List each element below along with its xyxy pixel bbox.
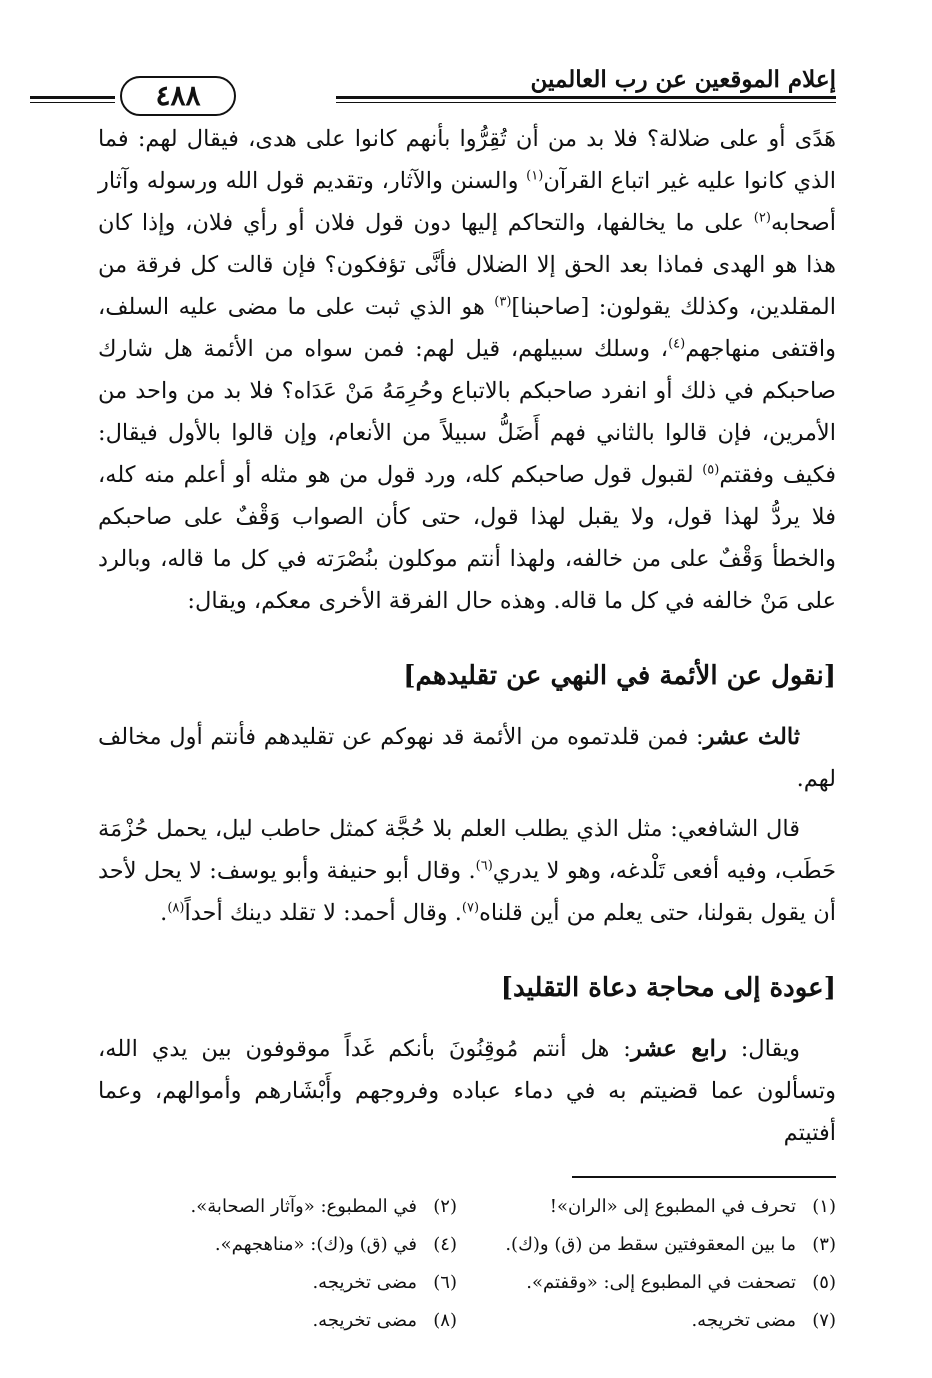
footnote-ref-2[interactable]: (٢) — [753, 210, 771, 226]
main-text — [98, 118, 836, 1162]
footnote-4: (٤) في (ق) و(ك): «مناهجهم». — [214, 1234, 457, 1255]
footnote-ref-5[interactable]: (٥) — [702, 462, 720, 478]
page-number: ٤٨٨ — [120, 76, 236, 116]
header-rule-thick-left — [30, 96, 115, 99]
paragraph-3: قال الشافعي: مثل الذي يطلب العلم بلا حُجَّة كمثل حاطب ليل، يحمل حُزْمَة حَطَب، وفيه أفعى تَلْدغه، وهو لا يدري$^{(٦)}$. وقال أبو حنيفة وأبو يوسف: لا يحل لأحد أن يقول بقولنا، حتى يعلم من أين قلناه$^{(٧)}$. وقال أحمد: لا تقلد دينك أحداً$^{(٨)}$. — [98, 816, 836, 926]
footnote-1: (١) تحرف في المطبوع إلى «الران»! — [549, 1196, 836, 1217]
footnote-ref-8[interactable]: (٨) — [167, 900, 185, 916]
header-rule-thin-left — [30, 102, 115, 103]
footnote-5: (٥) تصحفت في المطبوع إلى: «وقفتم». — [526, 1272, 836, 1293]
footnote-ref-4[interactable]: (٤) — [668, 336, 686, 352]
footnote-ref-6[interactable]: (٦) — [475, 858, 493, 874]
footnote-ref-7[interactable]: (٧) — [461, 900, 480, 916]
point-label-14: رابع عشر — [630, 1036, 727, 1062]
footnote-3: (٣) ما بين المعقوفتين سقط من (ق) و(ك). — [505, 1234, 836, 1255]
header-rule-thin — [336, 102, 836, 103]
section-heading-2: [عودة إلى محاجة دعاة التقليد] — [500, 973, 836, 1003]
footnote-8: (٨) مضى تخريجه. — [312, 1310, 457, 1331]
footnote-7: (٧) مضى تخريجه. — [691, 1310, 836, 1331]
paragraph-1: هَدًى أو على ضلالة؟ فلا بد من أن تُقِرُّوا بأنهم كانوا على هدى، فيقال لهم: فما الذي كانوا عليه غير اتباع القرآن$^{(١)}$ والسنن والآثار، وتقديم قول الله ورسوله وآثار أصحابه$^{(٢)}$ على ما يخالفها، والتحاكم إليها دون قول فلان أو رأي فلان، وإذا كان هذا هو الهدى فماذا بعد الحق إلا الضلال فأنَّى تؤفكون؟ فإن قالت كل فرقة من المقلدين، وكذلك يقولون: [صاحبنا]$^{(٣)}$ هو الذي ثبت على ما مضى عليه السلف، واقتفى منهاجهم$^{(٤)}$، وسلك سبيلهم، قيل لهم: فمن سواه من الأئمة هل شارك صاحبكم في ذلك أو انفرد صاحبكم بالاتباع وحُرِمَهُ مَنْ عَدَاه؟ فلا بد من واحد من الأمرين، فإن قالوا بالثاني فهم أَضَلُّ سبيلاً من الأنعام، وإن قالوا بالأول فيقال: فكيف وفقتم$^{(٥)}$ لقبول قول صاحبكم كله، ورد قول من هو مثله أو أعلم منه كله، فلا يردُّ لهذا قول، ولا يقبل لهذا قول، حتى كأن الصواب وَقْفٌ على صاحبكم والخطأ وَقْفٌ على من خالفه، ولهذا أنتم موكلون بنُصْرَته في كل ما قاله، وبالرد على مَنْ خالفه في كل ما قاله. وهذه حال الفرقة الأخرى معكم، ويقال: — [98, 126, 837, 614]
footnote-separator — [572, 1176, 836, 1178]
section-heading-1: [نقول عن الأئمة في النهي عن تقليدهم] — [403, 661, 836, 691]
footnote-ref-3[interactable]: (٣) — [494, 294, 512, 310]
footnote-6: (٦) مضى تخريجه. — [312, 1272, 457, 1293]
paragraph-2: ثالث عشر: فمن قلدتموه من الأئمة قد نهوكم عن تقليدهم فأنتم أول مخالف لهم. — [98, 724, 836, 792]
footnotes — [98, 1190, 836, 1338]
footnote-ref-1[interactable]: (١) — [526, 168, 544, 184]
running-header — [30, 62, 836, 112]
book-title: إعلام الموقعين عن رب العالمين — [530, 66, 836, 93]
footnote-2: (٢) في المطبوع: «وآثار الصحابة». — [190, 1196, 457, 1217]
point-label-13: ثالث عشر — [703, 724, 800, 750]
header-rule-thick — [336, 96, 836, 99]
paragraph-4: ويقال: رابع عشر: هل أنتم مُوقِنُونَ بأنكم غَداً موقوفون بين يدي الله، وتسألون عما قضيتم به في دماء عباده وفروجهم وأَبْشَارهم وأموالهم، وعما أفتيتم — [98, 1036, 836, 1146]
